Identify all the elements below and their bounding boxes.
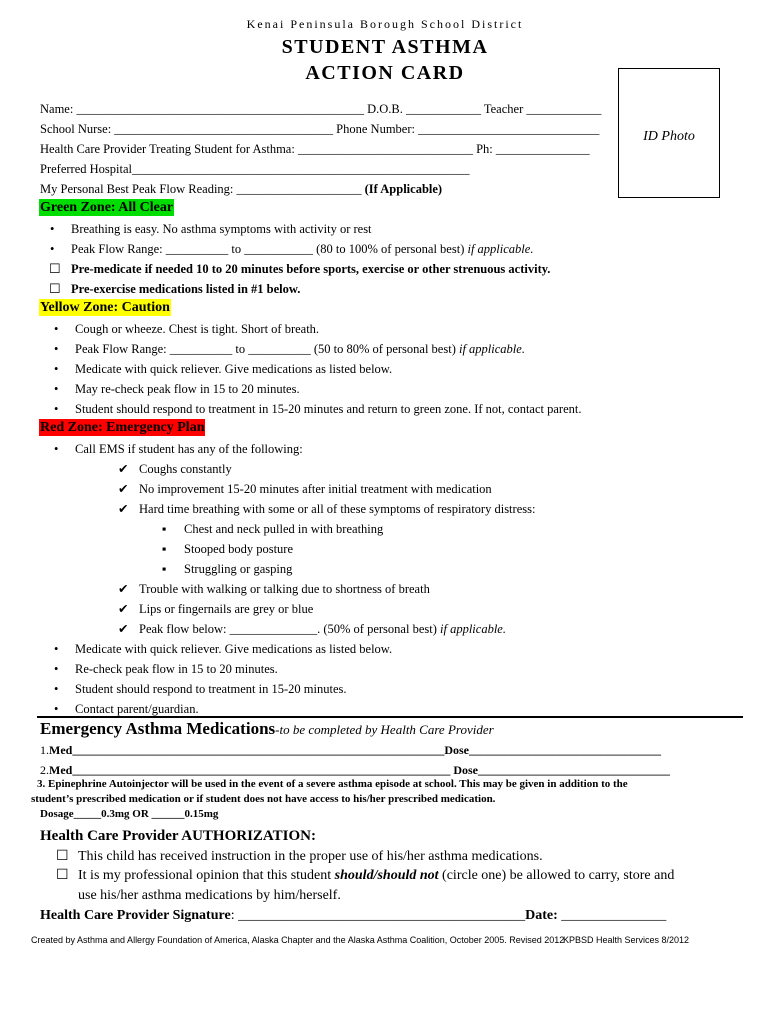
meds-heading-sub: -to be completed by Health Care Provider xyxy=(275,722,494,737)
auth-text-2-line2: use his/her asthma medications by him/herself. xyxy=(78,888,341,903)
id-photo-box[interactable] xyxy=(618,68,720,198)
red-check-4 xyxy=(118,581,430,597)
square-bullet-icon: ▪ xyxy=(162,522,167,536)
green-check-text-2: Pre-exercise medications listed in #1 below. xyxy=(71,282,301,296)
yellow-bullet-4 xyxy=(54,381,300,397)
yellow-text-2: Peak Flow Range: __________ to __________ (50 to 80% of personal best) xyxy=(75,342,459,356)
red-zone-heading: Red Zone: Emergency Plan xyxy=(40,420,205,435)
bullet-icon: • xyxy=(54,682,59,696)
red-text-3: Re-check peak flow in 15 to 20 minutes. xyxy=(75,662,278,676)
red-sub-text-1: Chest and neck pulled in with breathing xyxy=(184,522,384,536)
signature-label: Health Care Provider Signature xyxy=(40,908,231,923)
red-text-2: Medicate with quick reliever. Give medications as listed below. xyxy=(75,642,393,656)
bullet-icon: • xyxy=(50,222,55,236)
red-check-3 xyxy=(118,501,536,517)
red-check-text-6: Peak flow below: ______________. (50% of personal best) xyxy=(139,622,440,636)
bullet-icon: • xyxy=(50,242,55,256)
checkmark-icon: ✔ xyxy=(118,602,129,616)
green-check-2[interactable] xyxy=(49,281,301,297)
red-check-text-5: Lips or fingernails are grey or blue xyxy=(139,602,314,616)
red-sub-1 xyxy=(162,521,384,537)
green-bullet-2 xyxy=(50,241,534,257)
auth-text-2-pre: It is my professional opinion that this student xyxy=(78,868,335,883)
yellow-zone-heading: Yellow Zone: Caution xyxy=(40,300,170,315)
bullet-icon: • xyxy=(54,662,59,676)
provider-line[interactable]: Health Care Provider Treating Student for Asthma: ____________________________ Ph: _______________ xyxy=(40,142,590,156)
red-bullet-4 xyxy=(54,681,347,697)
red-check-5 xyxy=(118,601,314,617)
red-sub-3 xyxy=(162,561,293,577)
red-bullet-5 xyxy=(54,701,199,717)
bullet-icon: • xyxy=(54,362,59,376)
page-title-line1: STUDENT ASTHMA xyxy=(281,36,489,58)
checkmark-icon: ✔ xyxy=(118,582,129,596)
red-check-6 xyxy=(118,621,506,637)
red-sub-2 xyxy=(162,541,294,557)
red-check-1 xyxy=(118,461,232,477)
bullet-icon: • xyxy=(54,402,59,416)
checkbox-icon[interactable]: ☐ xyxy=(49,261,61,276)
signature-line[interactable] xyxy=(40,907,666,925)
date-label: Date: xyxy=(525,908,558,923)
peak-flow-label: My Personal Best Peak Flow Reading: ____________________ xyxy=(40,182,365,196)
auth-check-1[interactable] xyxy=(56,848,543,866)
checkmark-icon: ✔ xyxy=(118,482,129,496)
med2-field[interactable]: Med_______________________________________________________________ Dose________________________________ xyxy=(49,763,670,777)
auth-check-2[interactable] xyxy=(56,867,675,885)
bullet-icon: • xyxy=(54,442,59,456)
checkbox-icon[interactable]: ☐ xyxy=(49,281,61,296)
meds-heading xyxy=(40,719,494,740)
yellow-bullet-5 xyxy=(54,401,582,417)
peak-flow-applicable: (If Applicable) xyxy=(364,182,443,196)
yellow-text-2-ital: if applicable. xyxy=(458,342,525,356)
checkmark-icon: ✔ xyxy=(118,622,129,636)
bullet-icon: • xyxy=(54,382,59,396)
green-text-1: Breathing is easy. No asthma symptoms with activity or rest xyxy=(71,222,372,236)
green-text-2: Peak Flow Range: __________ to ___________ (80 to 100% of personal best) xyxy=(71,242,468,256)
med1-number: 1. xyxy=(40,743,49,757)
red-bullet-2 xyxy=(54,641,393,657)
checkmark-icon: ✔ xyxy=(118,502,129,516)
red-text-4: Student should respond to treatment in 15-20 minutes. xyxy=(75,682,347,696)
checkbox-icon[interactable]: ☐ xyxy=(56,849,69,864)
red-check-2 xyxy=(118,481,492,497)
green-bullet-1 xyxy=(50,221,372,237)
should-should-not[interactable]: should/should not xyxy=(334,868,439,883)
yellow-text-5: Student should respond to treatment in 15-20 minutes and return to green zone. If not, contact parent. xyxy=(75,402,582,416)
section-divider xyxy=(37,716,743,718)
yellow-text-1: Cough or wheeze. Chest is tight. Short of breath. xyxy=(75,322,320,336)
red-text-5: Contact parent/guardian. xyxy=(75,702,199,716)
footer-credit: Created by Asthma and Allergy Foundation of America, Alaska Chapter and the Alaska Asthma Coalition, October 2005. Revised 2012 xyxy=(31,935,565,945)
bullet-icon: • xyxy=(54,642,59,656)
bullet-icon: • xyxy=(54,342,59,356)
red-sub-text-2: Stooped body posture xyxy=(184,542,294,556)
red-bullet-3 xyxy=(54,661,278,677)
yellow-bullet-2 xyxy=(54,341,525,357)
med-line-2[interactable] xyxy=(40,762,670,778)
red-bullet-1 xyxy=(54,441,303,457)
epi-line-2: student’s prescribed medication or if student does not have access to his/her prescribed medication. xyxy=(31,793,496,805)
red-sub-text-3: Struggling or gasping xyxy=(184,562,293,576)
green-check-1[interactable] xyxy=(49,261,551,277)
square-bullet-icon: ▪ xyxy=(162,542,167,556)
red-check-text-4: Trouble with walking or talking due to shortness of breath xyxy=(139,582,430,596)
district-name: Kenai Peninsula Borough School District xyxy=(246,17,524,31)
yellow-text-3: Medicate with quick reliever. Give medications as listed below. xyxy=(75,362,393,376)
date-field[interactable]: _______________ xyxy=(557,908,667,923)
name-dob-teacher-line[interactable]: Name: ______________________________________________ D.O.B. ____________ Teacher ____________ xyxy=(40,102,602,116)
yellow-bullet-3 xyxy=(54,361,393,377)
hospital-line[interactable]: Preferred Hospital______________________________________________________ xyxy=(40,162,470,176)
med2-number: 2. xyxy=(40,763,49,777)
med1-field[interactable]: Med______________________________________________________________Dose________________________________ xyxy=(49,743,661,757)
auth-heading: Health Care Provider AUTHORIZATION: xyxy=(40,828,316,844)
meds-heading-title: Emergency Asthma Medications xyxy=(40,719,276,738)
auth-text-1: This child has received instruction in the proper use of his/her asthma medications. xyxy=(78,849,543,864)
id-photo-label: ID Photo xyxy=(643,129,695,144)
checkmark-icon: ✔ xyxy=(118,462,129,476)
peak-flow-line[interactable] xyxy=(40,181,442,197)
red-check-text-6-ital: if applicable. xyxy=(440,622,506,636)
epi-line-1: 3. Epinephrine Autoinjector will be used in the event of a severe asthma episode at school. This may be given in addition to the xyxy=(37,778,628,790)
green-text-2-ital: if applicable. xyxy=(467,242,534,256)
dosage-line[interactable]: Dosage_____0.3mg OR ______0.15mg xyxy=(40,808,219,820)
school-nurse-phone-line[interactable]: School Nurse: ___________________________________ Phone Number: _____________________________ xyxy=(40,122,600,136)
bullet-icon: • xyxy=(54,322,59,336)
red-check-text-1: Coughs constantly xyxy=(139,462,232,476)
yellow-text-4: May re-check peak flow in 15 to 20 minutes. xyxy=(75,382,300,396)
auth-text-2-post: (circle one) be allowed to carry, store and xyxy=(438,868,675,883)
square-bullet-icon: ▪ xyxy=(162,562,167,576)
red-check-text-3: Hard time breathing with some or all of these symptoms of respiratory distress: xyxy=(139,502,536,516)
red-text-1: Call EMS if student has any of the following: xyxy=(75,442,303,456)
red-check-text-2: No improvement 15-20 minutes after initial treatment with medication xyxy=(139,482,492,496)
med-line-1[interactable] xyxy=(40,742,661,758)
yellow-bullet-1 xyxy=(54,321,320,337)
bullet-icon: • xyxy=(54,702,59,716)
green-zone-heading: Green Zone: All Clear xyxy=(40,200,174,215)
signature-field[interactable]: : _________________________________________ xyxy=(230,908,526,923)
page-title-line2: ACTION CARD xyxy=(305,62,465,84)
green-check-text-1: Pre-medicate if needed 10 to 20 minutes before sports, exercise or other strenuous activity. xyxy=(71,262,551,276)
footer-revision: KPBSD Health Services 8/2012 xyxy=(563,935,690,945)
checkbox-icon[interactable]: ☐ xyxy=(56,868,69,883)
